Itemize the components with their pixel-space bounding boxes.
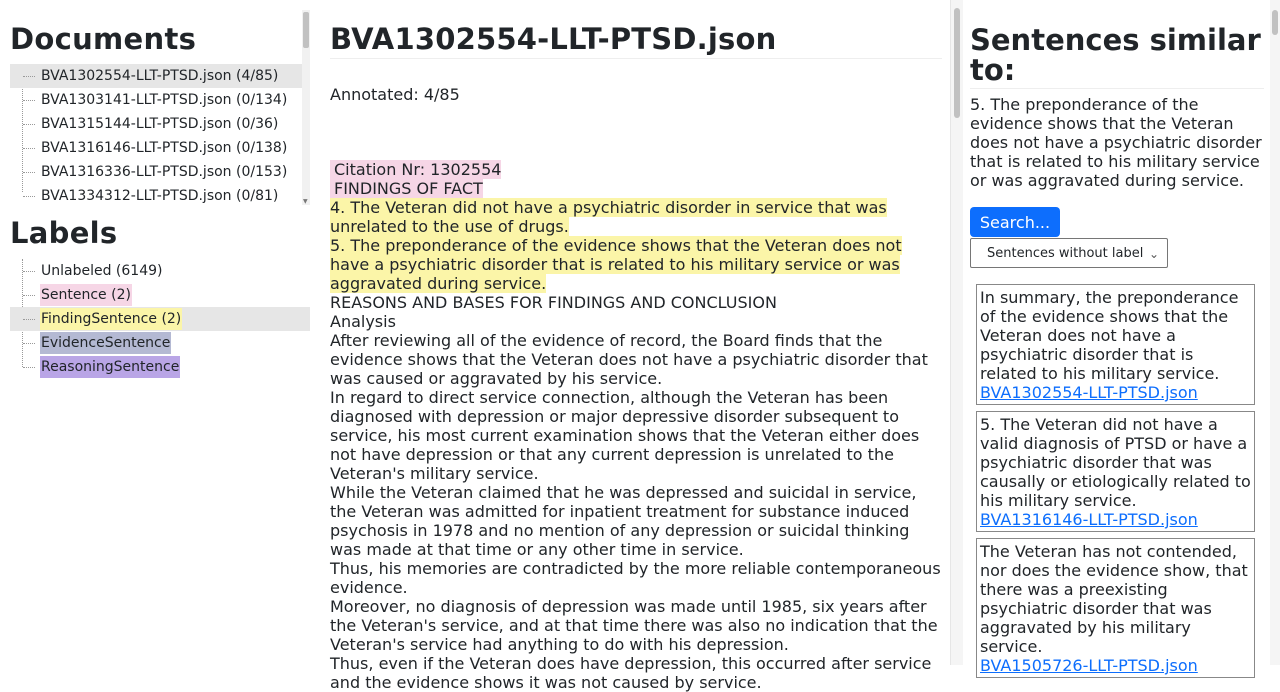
result-card (976, 538, 1255, 678)
result-card (976, 411, 1255, 532)
result-text: In summary, the preponderance of the evidence shows that the Veteran does not have a psychiatric disorder that is related to his military service. (980, 288, 1239, 383)
sentence[interactable]: Moreover, no diagnosis of depression was made until 1985, six years after the Veteran's service, and at that time there was also no indication that the Veteran's service had anything to do with his depression. (330, 597, 938, 654)
similar-heading: Sentences similar to: (970, 23, 1261, 87)
sentence[interactable]: Analysis (330, 312, 396, 331)
document-item-label: BVA1316146-LLT-PTSD.json (0/138) (41, 140, 288, 156)
sidebar (0, 0, 310, 665)
scroll-down-icon[interactable]: ▼ (303, 198, 308, 205)
label-item-label: Sentence (2) (40, 284, 132, 306)
query-sentence: 5. The preponderance of the evidence shows that the Veteran does not have a psychiatric disorder that is related to his military service or was aggravated during service. (970, 95, 1262, 190)
divider (330, 58, 942, 59)
sentence[interactable]: In regard to direct service connection, although the Veteran has been diagnosed with depression or major depressive disorder subsequent to service, his most current examination shows that the Veteran either does not have depression or that any current depression is unrelated to the Veteran's military service. (330, 388, 920, 483)
result-card (976, 284, 1255, 405)
scrollbar-thumb[interactable] (1272, 10, 1278, 35)
document-title: BVA1302554-LLT-PTSD.json (330, 22, 777, 56)
document-item[interactable] (10, 136, 302, 160)
sentence[interactable]: After reviewing all of the evidence of record, the Board finds that the evidence shows that the Veteran does not have a psychiatric disorder that was caused or aggravated by his service. (330, 331, 928, 388)
sentence[interactable]: While the Veteran claimed that he was depressed and suicidal in service, the Veteran was admitted for inpatient treatment for substance induced psychosis in 1978 and no mention of any depression or suicidal thinking was made at that time or any other time in service. (330, 483, 917, 559)
document-item-label: BVA1334312-LLT-PTSD.json (0/81) (41, 188, 279, 204)
scrollbar-thumb[interactable] (954, 8, 960, 118)
document-item-label: BVA1302554-LLT-PTSD.json (4/85) (41, 68, 279, 84)
label-item-label: Unlabeled (6149) (41, 263, 163, 279)
sentence[interactable]: FINDINGS OF FACT (330, 179, 483, 198)
document-scrollbar[interactable] (950, 0, 963, 665)
document-item-label: BVA1315144-LLT-PTSD.json (0/36) (41, 116, 279, 132)
divider (970, 88, 1264, 89)
document-item-label: BVA1303141-LLT-PTSD.json (0/134) (41, 92, 288, 108)
results-list (976, 284, 1255, 684)
sentence[interactable]: 4. The Veteran did not have a psychiatric disorder in service that was unrelated to the use of drugs. (330, 198, 887, 236)
filter-value: Sentences without label (987, 246, 1144, 261)
document-item[interactable] (10, 88, 302, 112)
label-filter-select[interactable] (970, 238, 1168, 268)
sentence[interactable]: REASONS AND BASES FOR FINDINGS AND CONCLUSION (330, 293, 777, 312)
document-panel (330, 0, 942, 692)
label-tree (10, 259, 310, 379)
scrollbar-thumb[interactable] (303, 12, 309, 48)
result-link[interactable]: BVA1505726-LLT-PTSD.json (980, 656, 1198, 675)
result-text: 5. The Veteran did not have a valid diagnosis of PTSD or have a psychiatric disorder that was causally or etiologically related to his military service. (980, 415, 1251, 510)
similar-panel (970, 0, 1270, 675)
label-item-label: EvidenceSentence (40, 332, 171, 354)
similar-scrollbar[interactable] (1270, 0, 1280, 665)
label-item-label: ReasoningSentence (40, 356, 180, 378)
result-link[interactable]: BVA1316146-LLT-PTSD.json (980, 510, 1198, 529)
document-item[interactable] (10, 64, 302, 88)
documents-heading: Documents (10, 22, 197, 56)
result-text: The Veteran has not contended, nor does the evidence show, that there was a preexisting psychiatric disorder that was aggravated by his military service. (980, 542, 1248, 656)
document-list-scrollbar[interactable] (302, 10, 310, 205)
document-tree (10, 64, 302, 204)
annotated-count: Annotated: 4/85 (330, 85, 460, 104)
search-button[interactable]: Search... (970, 207, 1060, 237)
label-item-label: FindingSentence (2) (40, 308, 182, 330)
result-link[interactable]: BVA1302554-LLT-PTSD.json (980, 383, 1198, 402)
label-item-reasoning-sentence[interactable] (10, 355, 310, 379)
document-item[interactable] (10, 184, 302, 208)
document-text (330, 160, 942, 692)
sentence[interactable]: Thus, his memories are contradicted by the more reliable contemporaneous evidence. (330, 559, 941, 597)
label-item-sentence[interactable] (10, 283, 310, 307)
label-item-finding-sentence[interactable] (10, 307, 310, 331)
document-item[interactable] (10, 112, 302, 136)
labels-heading: Labels (10, 216, 118, 250)
label-item-evidence-sentence[interactable] (10, 331, 310, 355)
document-item[interactable] (10, 160, 302, 184)
document-item-label: BVA1316336-LLT-PTSD.json (0/153) (41, 164, 288, 180)
sentence[interactable]: Citation Nr: 1302554 (330, 160, 501, 179)
sentence[interactable]: 5. The preponderance of the evidence shows that the Veteran does not have a psychiatric disorder that is related to his military service or was aggravated during service. (330, 236, 902, 293)
label-item-unlabeled[interactable] (10, 259, 310, 283)
chevron-down-icon: ⌄ (1148, 247, 1159, 261)
sentence[interactable]: Thus, even if the Veteran does have depression, this occurred after service and the evidence shows it was not caused by service. (330, 654, 932, 692)
